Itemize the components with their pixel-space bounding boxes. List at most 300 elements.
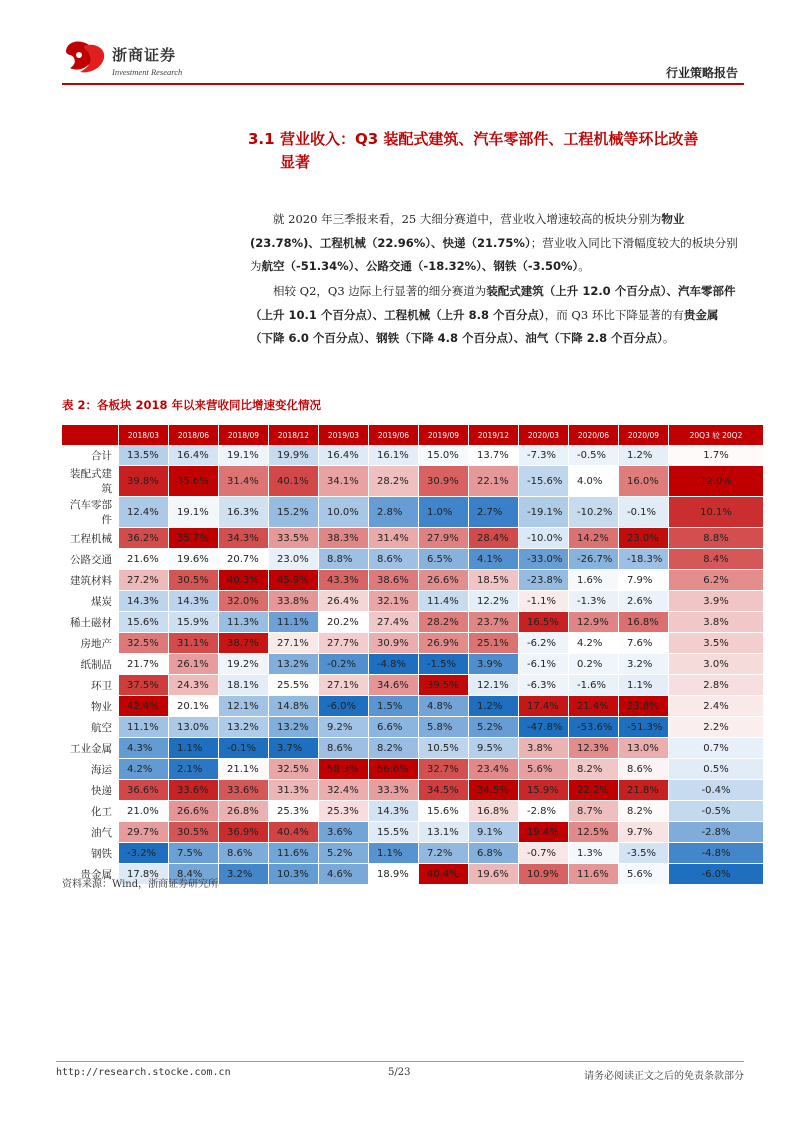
report-type: 行业策略报告 — [665, 66, 738, 80]
column-header: 2018/03 — [119, 425, 169, 445]
table-cell: 27.7% — [319, 633, 369, 654]
table-cell: 14.3% — [169, 591, 219, 612]
table-cell: 7.9% — [619, 570, 669, 591]
section-number: 3.1 — [248, 130, 275, 148]
table-cell: -0.5% — [569, 445, 619, 466]
header-divider — [62, 83, 744, 85]
table-cell: -51.3% — [619, 717, 669, 738]
table-cell: 37.5% — [119, 675, 169, 696]
diff-cell: 3.9% — [669, 591, 764, 612]
table-cell: 4.6% — [319, 864, 369, 885]
column-header: 2018/09 — [219, 425, 269, 445]
table-cell: 1.0% — [419, 497, 469, 528]
table-cell: 32.4% — [319, 780, 369, 801]
row-label: 汽车零部件 — [62, 497, 119, 528]
table-cell: 12.5% — [569, 822, 619, 843]
table-cell: 36.2% — [119, 528, 169, 549]
table-cell: 1.6% — [569, 570, 619, 591]
table-cell: 19.2% — [219, 654, 269, 675]
diff-cell: 3.5% — [669, 633, 764, 654]
table-cell: 6.8% — [469, 843, 519, 864]
footer-url[interactable]: http://research.stocke.com.cn — [56, 1067, 231, 1078]
table-cell: 4.8% — [419, 696, 469, 717]
table-cell: 6.5% — [419, 549, 469, 570]
table-cell: 19.4% — [519, 822, 569, 843]
diff-cell: 0.5% — [669, 759, 764, 780]
table-cell: -0.1% — [619, 497, 669, 528]
table-cell: 29.7% — [119, 822, 169, 843]
table-cell: -10.2% — [569, 497, 619, 528]
table-cell: 42.4% — [119, 696, 169, 717]
row-label: 稀土磁材 — [62, 612, 119, 633]
table-cell: 33.8% — [269, 591, 319, 612]
table-cell: 8.6% — [219, 843, 269, 864]
table-cell: -7.3% — [519, 445, 569, 466]
table-cell: -0.1% — [219, 738, 269, 759]
table-cell: 1.2% — [469, 696, 519, 717]
table-cell: 17.8% — [119, 864, 169, 885]
table-cell: 39.8% — [119, 466, 169, 497]
brand-name-en: Investment Research — [112, 67, 183, 77]
table-cell: 30.9% — [419, 466, 469, 497]
table-cell: 26.6% — [419, 570, 469, 591]
table-cell: 38.6% — [369, 570, 419, 591]
table-cell: 23.7% — [469, 612, 519, 633]
table-cell: 4.2% — [119, 759, 169, 780]
table-cell: 16.3% — [219, 497, 269, 528]
table-cell: 33.6% — [169, 780, 219, 801]
table-cell: 2.1% — [169, 759, 219, 780]
table-cell: 20.1% — [169, 696, 219, 717]
table-cell: 27.1% — [319, 675, 369, 696]
table-title: 表 2：各板块 2018 年以来营收同比增速变化情况 — [62, 398, 322, 412]
p2-segment: 贵金属（下降 6.0 个百分点）、钢铁（下降 4.8 个百分点）、油气（下降 2.8 个百分点） — [250, 307, 719, 345]
revenue-growth-table — [62, 425, 764, 885]
table-cell: 32.7% — [419, 759, 469, 780]
table-row — [62, 843, 764, 864]
table-row — [62, 549, 764, 570]
diff-cell: 0.7% — [669, 738, 764, 759]
row-label: 快递 — [62, 780, 119, 801]
table-cell: 33.3% — [369, 780, 419, 801]
table-cell: -15.6% — [519, 466, 569, 497]
table-row — [62, 466, 764, 497]
table-cell: 21.7% — [119, 654, 169, 675]
column-header: 2018/12 — [269, 425, 319, 445]
footer-divider — [56, 1061, 744, 1062]
table-cell: 40.3% — [219, 570, 269, 591]
table-cell: 35.6% — [169, 466, 219, 497]
row-label: 纸制品 — [62, 654, 119, 675]
header-corner — [62, 425, 119, 445]
table-cell: 21.0% — [119, 801, 169, 822]
row-label: 海运 — [62, 759, 119, 780]
row-label: 房地产 — [62, 633, 119, 654]
table-cell: 40.4% — [269, 822, 319, 843]
table-cell: 58.3% — [319, 759, 369, 780]
table-cell: 9.7% — [619, 822, 669, 843]
table-cell: 3.9% — [469, 654, 519, 675]
table-cell: -1.5% — [419, 654, 469, 675]
table-row — [62, 445, 764, 466]
table-cell: 9.1% — [469, 822, 519, 843]
table-cell: -53.6% — [569, 717, 619, 738]
table-cell: 15.5% — [369, 822, 419, 843]
row-label: 公路交通 — [62, 549, 119, 570]
table-cell: 16.0% — [619, 466, 669, 497]
table-cell: 24.3% — [169, 675, 219, 696]
table-cell: -6.0% — [319, 696, 369, 717]
diff-cell: 1.7% — [669, 445, 764, 466]
table-cell: 20.7% — [219, 549, 269, 570]
table-cell: 26.4% — [319, 591, 369, 612]
zheshang-logo-icon — [62, 38, 108, 76]
table-cell: 36.9% — [219, 822, 269, 843]
table-cell: 4.1% — [469, 549, 519, 570]
diff-cell: -6.0% — [669, 864, 764, 885]
table-cell: 5.8% — [419, 717, 469, 738]
row-label: 装配式建筑 — [62, 466, 119, 497]
table-cell: 20.2% — [319, 612, 369, 633]
diff-cell: 2.4% — [669, 696, 764, 717]
table-cell: 11.1% — [119, 717, 169, 738]
table-row — [62, 717, 764, 738]
table-cell: 13.1% — [419, 822, 469, 843]
table-cell: 36.6% — [119, 780, 169, 801]
table-row — [62, 612, 764, 633]
column-header: 2020/09 — [619, 425, 669, 445]
table-cell: 2.7% — [469, 497, 519, 528]
table-row — [62, 696, 764, 717]
column-header: 2018/06 — [169, 425, 219, 445]
table-cell: 31.1% — [169, 633, 219, 654]
p2-segment: ，而 Q3 环比下降显著的有 — [544, 307, 684, 322]
row-label: 合计 — [62, 445, 119, 466]
table-cell: 1.3% — [569, 843, 619, 864]
table-row — [62, 801, 764, 822]
source-note: 资料来源：Wind，浙商证券研究所 — [62, 879, 219, 890]
table-cell: 31.3% — [269, 780, 319, 801]
column-header: 2019/12 — [469, 425, 519, 445]
diff-cell: 6.2% — [669, 570, 764, 591]
table-cell: -3.2% — [119, 843, 169, 864]
table-cell: 25.5% — [269, 675, 319, 696]
table-cell: 33.5% — [269, 528, 319, 549]
table-cell: 1.2% — [619, 445, 669, 466]
section-title-line1: 营业收入：Q3 装配式建筑、汽车零部件、工程机械等环比改善 — [280, 130, 699, 148]
table-cell: 32.1% — [369, 591, 419, 612]
column-header-diff: 20Q3 较 20Q2 — [669, 425, 764, 445]
table-cell: 5.2% — [319, 843, 369, 864]
diff-cell: -0.4% — [669, 780, 764, 801]
diff-cell: 10.1% — [669, 497, 764, 528]
column-header: 2019/09 — [419, 425, 469, 445]
table-cell: -0.7% — [519, 843, 569, 864]
table-cell: 11.3% — [219, 612, 269, 633]
table-cell: 26.9% — [419, 633, 469, 654]
table-cell: 31.4% — [369, 528, 419, 549]
table-cell: 13.0% — [619, 738, 669, 759]
diff-cell: -4.8% — [669, 843, 764, 864]
row-label: 航空 — [62, 717, 119, 738]
table-cell: 10.0% — [319, 497, 369, 528]
p1-segment: 就 2020 年三季报来看，25 大细分赛道中，营业收入增速较高的板块分别为 — [273, 212, 662, 226]
table-cell: 18.9% — [369, 864, 419, 885]
table-cell: -4.8% — [369, 654, 419, 675]
p2-segment: 相较 Q2，Q3 边际上行显著的细分赛道为 — [273, 284, 487, 298]
table-cell: 23.0% — [619, 528, 669, 549]
table-cell: 26.6% — [169, 801, 219, 822]
table-cell: 0.2% — [569, 654, 619, 675]
table-cell: 27.1% — [269, 633, 319, 654]
table-cell: 25.1% — [469, 633, 519, 654]
table-cell: 23.0% — [269, 549, 319, 570]
table-cell: 11.6% — [569, 864, 619, 885]
table-cell: 11.1% — [269, 612, 319, 633]
row-label: 煤炭 — [62, 591, 119, 612]
table-cell: 40.4% — [419, 864, 469, 885]
diff-cell: -2.8% — [669, 822, 764, 843]
row-label: 化工 — [62, 801, 119, 822]
table-row — [62, 591, 764, 612]
section-title — [248, 128, 738, 174]
table-cell: 16.4% — [319, 445, 369, 466]
table-cell: 26.8% — [219, 801, 269, 822]
table-cell: 5.6% — [619, 864, 669, 885]
table-cell: -2.8% — [519, 801, 569, 822]
table-cell: 40.1% — [269, 466, 319, 497]
table-cell: 13.0% — [169, 717, 219, 738]
table-cell: 12.1% — [469, 675, 519, 696]
table-cell: 32.0% — [219, 591, 269, 612]
table-cell: 11.6% — [269, 843, 319, 864]
table-cell: 16.4% — [169, 445, 219, 466]
table-cell: 21.6% — [119, 549, 169, 570]
table-cell: 22.2% — [569, 780, 619, 801]
table-cell: 7.6% — [619, 633, 669, 654]
table-cell: 16.1% — [369, 445, 419, 466]
table-cell: 14.3% — [369, 801, 419, 822]
table-cell: 4.2% — [569, 633, 619, 654]
table-header-row — [62, 425, 764, 445]
table-cell: 8.8% — [319, 549, 369, 570]
table-cell: 26.1% — [169, 654, 219, 675]
table-cell: 38.3% — [319, 528, 369, 549]
diff-cell: -0.5% — [669, 801, 764, 822]
table-cell: 22.1% — [469, 466, 519, 497]
table-cell: 3.7% — [269, 738, 319, 759]
table-cell: 4.0% — [569, 466, 619, 497]
table-cell: 16.8% — [469, 801, 519, 822]
table-cell: 3.2% — [219, 864, 269, 885]
table-row — [62, 654, 764, 675]
table-cell: -10.0% — [519, 528, 569, 549]
paragraph-revenue-growth — [250, 208, 738, 279]
table-cell: 1.5% — [369, 696, 419, 717]
table-cell: 9.5% — [469, 738, 519, 759]
row-label: 贵金属 — [62, 864, 119, 885]
table-cell: 32.5% — [269, 759, 319, 780]
table-cell: 21.8% — [619, 780, 669, 801]
table-cell: 2.6% — [619, 591, 669, 612]
table-cell: -33.0% — [519, 549, 569, 570]
table-cell: 19.9% — [269, 445, 319, 466]
table-cell: 8.2% — [369, 738, 419, 759]
column-header: 2020/06 — [569, 425, 619, 445]
table-cell: -18.3% — [619, 549, 669, 570]
table-cell: 5.2% — [469, 717, 519, 738]
table-cell: 23.4% — [469, 759, 519, 780]
diff-cell: 2.2% — [669, 717, 764, 738]
table-cell: 4.3% — [119, 738, 169, 759]
table-cell: 14.3% — [119, 591, 169, 612]
table-row — [62, 822, 764, 843]
table-cell: 12.2% — [469, 591, 519, 612]
brand — [112, 44, 182, 77]
table-cell: 19.1% — [169, 497, 219, 528]
table-cell: 34.5% — [469, 780, 519, 801]
table-cell: -47.8% — [519, 717, 569, 738]
table-cell: 14.2% — [569, 528, 619, 549]
table-cell: 28.2% — [369, 466, 419, 497]
row-label: 建筑材料 — [62, 570, 119, 591]
table-cell: 5.6% — [519, 759, 569, 780]
table-cell: 7.2% — [419, 843, 469, 864]
table-cell: 18.1% — [219, 675, 269, 696]
table-cell: 8.4% — [169, 864, 219, 885]
table-cell: 19.1% — [219, 445, 269, 466]
table-cell: 32.5% — [119, 633, 169, 654]
table-cell: 15.9% — [169, 612, 219, 633]
table-cell: 15.2% — [269, 497, 319, 528]
diff-cell: 3.0% — [669, 654, 764, 675]
table-cell: 13.2% — [219, 717, 269, 738]
table-cell: 39.5% — [419, 675, 469, 696]
table-cell: 8.6% — [619, 759, 669, 780]
row-label: 物业 — [62, 696, 119, 717]
table-cell: 23.8% — [619, 696, 669, 717]
table-cell: 25.3% — [319, 801, 369, 822]
table-cell: 43.3% — [319, 570, 369, 591]
table-cell: 30.5% — [169, 822, 219, 843]
table-cell: 21.4% — [569, 696, 619, 717]
table-cell: 21.1% — [219, 759, 269, 780]
table-cell: 34.3% — [219, 528, 269, 549]
table-cell: 15.6% — [119, 612, 169, 633]
table-cell: 15.6% — [419, 801, 469, 822]
table-cell: 19.6% — [469, 864, 519, 885]
table-cell: 2.8% — [369, 497, 419, 528]
table-cell: 19.6% — [169, 549, 219, 570]
table-cell: 25.3% — [269, 801, 319, 822]
table-cell: 45.9% — [269, 570, 319, 591]
table-cell: 6.6% — [369, 717, 419, 738]
table-row — [62, 497, 764, 528]
table-row — [62, 675, 764, 696]
table-cell: 8.2% — [619, 801, 669, 822]
table-row — [62, 780, 764, 801]
table-cell: 34.1% — [319, 466, 369, 497]
table-cell: 13.7% — [469, 445, 519, 466]
table-cell: 56.6% — [369, 759, 419, 780]
table-cell: 31.4% — [219, 466, 269, 497]
table-cell: -1.1% — [519, 591, 569, 612]
footer-disclaimer: 请务必阅读正文之后的免责条款部分 — [584, 1071, 744, 1082]
table-cell: 35.7% — [169, 528, 219, 549]
diff-cell: 3.8% — [669, 612, 764, 633]
table-cell: -0.2% — [319, 654, 369, 675]
column-header: 2019/06 — [369, 425, 419, 445]
table-row — [62, 759, 764, 780]
table-cell: 27.2% — [119, 570, 169, 591]
table-row — [62, 738, 764, 759]
table-cell: 10.3% — [269, 864, 319, 885]
table-cell: 34.6% — [369, 675, 419, 696]
table-cell: -1.3% — [569, 591, 619, 612]
table-cell: -6.1% — [519, 654, 569, 675]
row-label: 钢铁 — [62, 843, 119, 864]
table-cell: 8.2% — [569, 759, 619, 780]
table-cell: 38.7% — [219, 633, 269, 654]
diff-cell: 12.0% — [669, 466, 764, 497]
diff-cell: 8.8% — [669, 528, 764, 549]
table-cell: 12.3% — [569, 738, 619, 759]
p1-segment: 。 — [578, 259, 590, 273]
column-header: 2020/03 — [519, 425, 569, 445]
table-cell: 10.5% — [419, 738, 469, 759]
table-cell: 28.2% — [419, 612, 469, 633]
table-cell: 12.1% — [219, 696, 269, 717]
table-cell: -19.1% — [519, 497, 569, 528]
table-cell: 3.6% — [319, 822, 369, 843]
table-cell: 28.4% — [469, 528, 519, 549]
table-cell: 17.4% — [519, 696, 569, 717]
table-cell: 13.2% — [269, 717, 319, 738]
table-cell: 10.9% — [519, 864, 569, 885]
table-cell: -6.2% — [519, 633, 569, 654]
row-label: 工程机械 — [62, 528, 119, 549]
table-cell: 30.5% — [169, 570, 219, 591]
table-cell: -6.3% — [519, 675, 569, 696]
diff-cell: 2.8% — [669, 675, 764, 696]
table-cell: -23.8% — [519, 570, 569, 591]
brand-name-cn: 浙商证券 — [112, 46, 177, 64]
table-cell: 33.6% — [219, 780, 269, 801]
table-cell: 13.2% — [269, 654, 319, 675]
table-cell: 1.1% — [619, 675, 669, 696]
table-cell: -1.6% — [569, 675, 619, 696]
table-cell: 11.4% — [419, 591, 469, 612]
table-row — [62, 633, 764, 654]
table-cell: 3.8% — [519, 738, 569, 759]
table-cell: 14.8% — [269, 696, 319, 717]
table-cell: 34.5% — [419, 780, 469, 801]
table-cell: 9.2% — [319, 717, 369, 738]
table-row — [62, 528, 764, 549]
column-header: 2019/03 — [319, 425, 369, 445]
diff-cell: 8.4% — [669, 549, 764, 570]
page-number: 5/23 — [388, 1067, 411, 1078]
table-cell: 1.1% — [369, 843, 419, 864]
table-cell: 12.4% — [119, 497, 169, 528]
p2-segment: 装配式建筑（上升 12.0 个百分点）、汽车零部件（上升 10.1 个百分点）、工程机械（上升 8.8 个百分点） — [250, 284, 736, 322]
p1-segment: 物业(23.78%)、工程机械（22.96%）、快递（21.75%） — [250, 212, 685, 250]
table-cell: 8.7% — [569, 801, 619, 822]
table-cell: 27.4% — [369, 612, 419, 633]
table-cell: 13.5% — [119, 445, 169, 466]
p1-segment: 航空（-51.34%）、公路交通（-18.32%）、钢铁（-3.50%） — [261, 259, 579, 273]
table-cell: -26.7% — [569, 549, 619, 570]
